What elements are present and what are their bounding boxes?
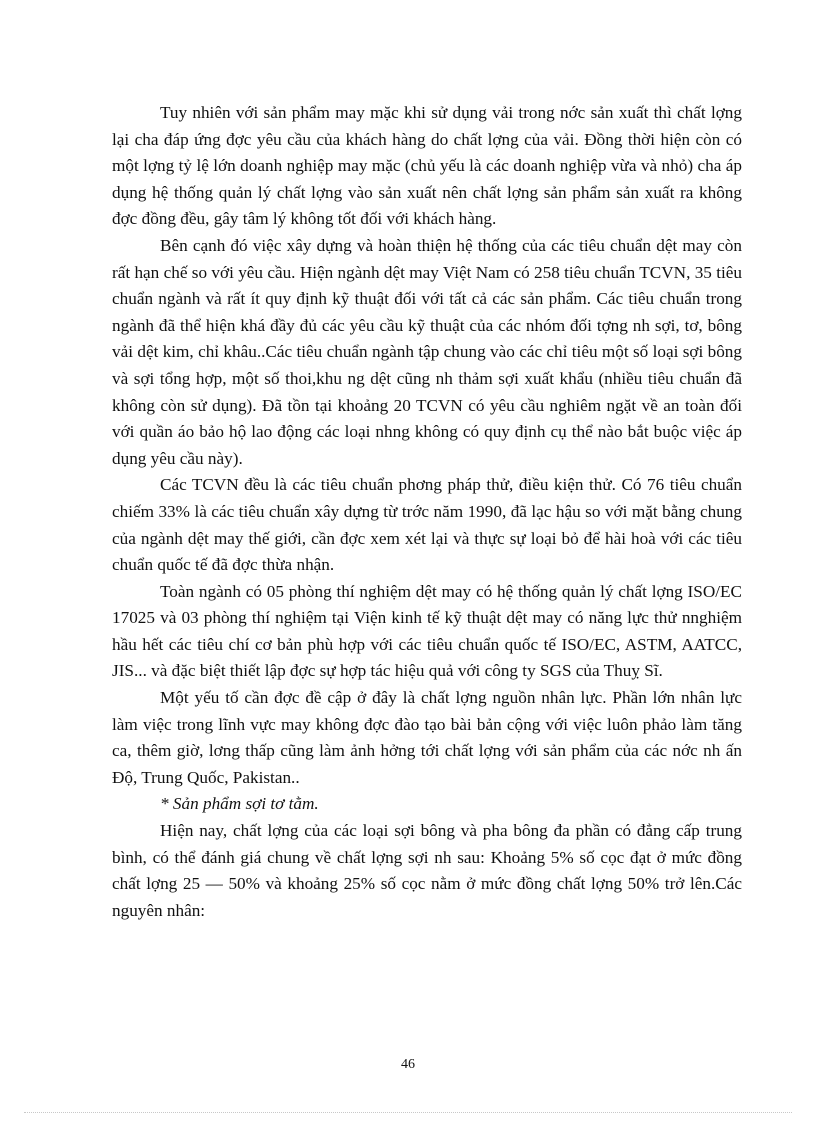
paragraph-3: Các TCVN đều là các tiêu chuẩn phơng pháp thử, điều kiện thử. Có 76 tiêu chuẩn chiếm 33% là các tiêu chuẩn xây dựng từ trớc năm 1990, đã lạc hậu so với mặt bằng chung của ngành dệt may thế giới, cần đợc xem xét lại và thực sự loại bỏ để hài hoà với các tiêu chuẩn quốc tế đã đợc thừa nhận. bbox=[112, 475, 742, 575]
paragraph-2: Bên cạnh đó việc xây dựng và hoàn thiện hệ thống của các tiêu chuẩn dệt may còn rất hạn chế so với yêu cầu. Hiện ngành dệt may Việt Nam có 258 tiêu chuẩn TCVN, 35 tiêu chuẩn ngành và rất ít quy định kỹ thuật đối với tất cả các sản phẩm. Các tiêu chuẩn trong ngành đã thể hiện khá đầy đủ các yêu cầu kỹ thuật của các nhóm đối tợng nh sợi, tơ, bông vải dệt kim, chỉ khâu..Các tiêu chuẩn ngành tập chung vào các chỉ tiêu một số loại sợi bông và sợi tổng hợp, một số thoi,khu ng dệt cũng nh thảm sợi xuất khẩu (nhiều tiêu chuẩn đã không còn sử dụng). Đã tồn tại khoảng 20 TCVN có yêu cầu nghiêm ngặt về an toàn đối với quần áo bảo hộ lao động các loại nhng không có quy định cụ thể nào bắt buộc việc áp dụng yêu cầu này). bbox=[112, 235, 742, 468]
section-paragraph: Hiện nay, chất lợng của các loại sợi bông và pha bông đa phần có đẳng cấp trung bình, có thể đánh giá chung về chất lợng sợi nh sau: Khoảng 5% số cọc đạt ở mức đồng chất lợng 25 — 50% và khoảng 25% số cọc nằm ở mức đồng chất lợng 50% trở lên.Các nguyên nhân: bbox=[112, 821, 742, 920]
page-bottom-divider bbox=[24, 1112, 792, 1113]
document-body bbox=[112, 100, 742, 924]
page-number: 46 bbox=[401, 1057, 415, 1072]
paragraph-5: Một yếu tố cần đợc đề cập ở đây là chất lợng nguồn nhân lực. Phần lớn nhân lực làm việc trong lĩnh vực may không đợc đào tạo bài bản cộng với việc luôn phảo làm tăng ca, thêm giờ, lơng thấp cũng làm ảnh hởng tới chất lợng với sản phẩm của các nớc nh ấn Độ, Trung Quốc, Pakistan.. bbox=[112, 688, 742, 787]
paragraph-4: Toàn ngành có 05 phòng thí nghiệm dệt may có hệ thống quản lý chất lợng ISO/EC 17025 và 03 phòng thí nghiệm tại Viện kinh tế kỹ thuật dệt may có năng lực thử nnghiệm hầu hết các tiêu chí cơ bản phù hợp với các tiêu chuẩn quốc tế ISO/EC, ASTM, AATCC, JIS... và đặc biệt thiết lập đợc sự hợp tác hiệu quả với công ty SGS của Thuỵ Sĩ. bbox=[112, 581, 742, 681]
section-heading: * Sản phẩm sợi tơ tằm. bbox=[160, 794, 319, 814]
paragraph-1: Tuy nhiên với sản phẩm may mặc khi sử dụng vải trong nớc sản xuất thì chất lợng lại cha đáp ứng đợc yêu cầu của khách hàng do chất lợng của vải. Đồng thời hiện còn có một lợng tỷ lệ lớn doanh nghiệp may mặc (chủ yếu là các doanh nghiệp vừa và nhỏ) cha áp dụng hệ thống quản lý chất lợng vào sản xuất nên chất lợng sản phẩm sản xuất ra không đợc đồng đều, gây tâm lý không tốt đối với khách hàng. bbox=[112, 103, 742, 229]
